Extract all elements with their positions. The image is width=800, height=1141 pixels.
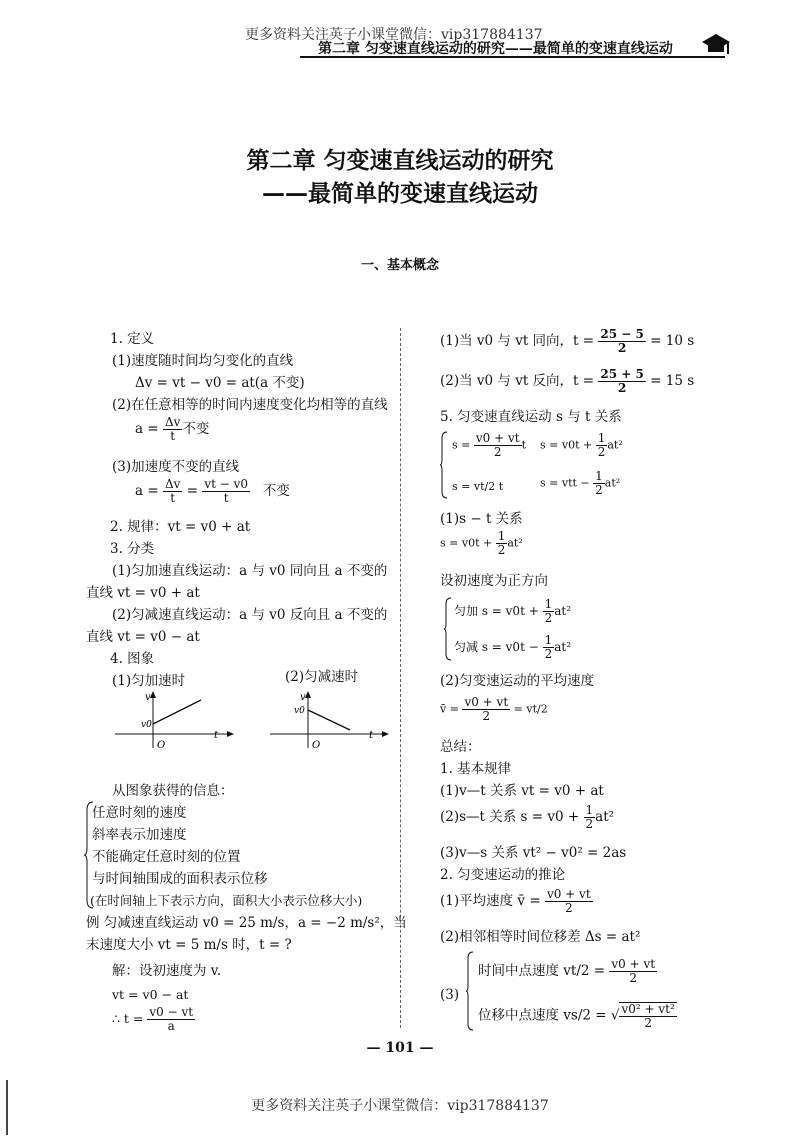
vt-graph-decelerating xyxy=(270,690,390,750)
vs-relation: (3)v—s 关系 vt² − v0² = 2as xyxy=(440,845,627,861)
def-formula-2: a = $\frac{\Delta v}{t}$ 不变 xyxy=(135,415,210,443)
law-line: 2. 规律：vt = v0 + at xyxy=(110,519,251,535)
footer-ad-text: 更多资料关注英子小课堂微信：vip317884137 xyxy=(251,1098,549,1114)
st-formula-5: s = v0t + $\frac{1}{2}$ at² xyxy=(440,529,523,557)
answer-same-direction: (1)当 v0 与 vt 同向，t = $\frac{25 - 5}{2}$ = 10 s xyxy=(440,327,695,355)
section-heading: 一、基本概念 xyxy=(360,258,439,273)
header-rule xyxy=(300,56,725,58)
avg-velocity-formula: v̄ = $\frac{v0 + vt}{2}$ = vt/2 xyxy=(440,695,548,723)
page-title-line2: ——最简单的变速直线运动 xyxy=(262,181,538,207)
example-line-2: 末速度大小 vt = 5 m/s 时，t = ? xyxy=(86,937,292,953)
class-2-formula: 直线 vt = v0 − at xyxy=(86,629,200,645)
st-formula-4: s = vtt − $\frac{1}{2}$ at² xyxy=(540,469,621,497)
summary-heading: 总结： xyxy=(440,739,481,755)
origin-label: O xyxy=(312,740,321,750)
page-title-line1: 第二章 匀变速直线运动的研究 xyxy=(246,148,554,174)
definition-heading: 1. 定义 xyxy=(110,331,155,347)
brace-midpoint xyxy=(466,950,474,1032)
axis-label-v: v xyxy=(145,692,151,703)
answer-opposite-direction: (2)当 v0 与 vt 反向，t = $\frac{25 + 5}{2}$ = 15 s xyxy=(440,367,695,395)
brace-accel-decel xyxy=(444,596,452,662)
vt-relation: (1)v—t 关系 vt = v0 + at xyxy=(440,783,604,799)
header-chapter-title: 第二章 匀变速直线运动的研究——最简单的变速直线运动 xyxy=(318,41,673,57)
info-item: 不能确定任意时刻的位置 xyxy=(92,849,241,865)
displacement-midpoint-velocity: 位移中点速度 vs/2 = √ $\frac{\text{v0² + vt²}}{2}$ xyxy=(478,1002,675,1030)
info-item: 与时间轴围成的面积表示位移 xyxy=(92,871,268,887)
graduation-cap-icon xyxy=(700,30,732,58)
basic-laws-heading: 1. 基本规律 xyxy=(440,761,512,777)
accel-formula: 匀加 s = v0t + $\frac{1}{2}$ at² xyxy=(454,597,572,625)
axis-label-t: t xyxy=(369,730,374,741)
def-line-3: (3)加速度不变的直线 xyxy=(112,459,240,475)
time-midpoint-velocity: 时间中点速度 vt/2 = $\frac{v0 + vt}{2}$ xyxy=(478,957,656,985)
graph-info-heading: 从图象获得的信息： xyxy=(112,783,234,799)
avg-velocity-heading: (2)匀变速运动的平均速度 xyxy=(440,673,595,689)
classification-heading: 3. 分类 xyxy=(110,541,155,557)
info-item: 斜率表示加速度 xyxy=(92,827,187,843)
decel-formula: 匀减 s = v0t − $\frac{1}{2}$ at² xyxy=(454,633,572,661)
st-relation-heading: 5. 匀变速直线运动 s 与 t 关系 xyxy=(440,409,622,425)
corollary-3-label: (3) xyxy=(440,987,460,1003)
axis-label-t: t xyxy=(214,730,219,741)
st-subheading: (1)s − t 关系 xyxy=(440,511,523,527)
graph-caption-decel: (2)匀减速时 xyxy=(285,669,359,685)
axis-label-v: v xyxy=(300,692,306,703)
class-1-formula: 直线 vt = v0 + at xyxy=(86,585,200,601)
def-formula-3: a = $\frac{\Delta v}{t}$ = $\frac{vt - v0}{t}$ 不变 xyxy=(135,477,290,505)
class-1: (1)匀加速直线运动：a 与 v0 同向且 a 不变的 xyxy=(112,563,388,579)
def-formula-1: Δv = vt − v0 = at(a 不变) xyxy=(135,375,305,391)
info-item: (在时间轴上下表示方向，面积大小表示位移大小) xyxy=(90,893,363,908)
corollary-displacement-diff: (2)相邻相等时间位移差 Δs = at² xyxy=(440,929,641,945)
solution-line-3: ∴ t = $\frac{v0 - vt}{a}$ xyxy=(112,1005,194,1033)
def-line-1: (1)速度随时间均匀变化的直线 xyxy=(112,353,294,369)
solution-line-2: vt = v0 − at xyxy=(112,987,189,1002)
solution-line-1: 解：设初速度为 v. xyxy=(112,963,222,979)
axis-label-v0: v0 xyxy=(141,720,152,730)
origin-label: O xyxy=(157,740,166,750)
positive-direction-note: 设初速度为正方向 xyxy=(440,573,548,589)
axis-label-v0: v0 xyxy=(294,706,305,716)
info-item: 任意时刻的速度 xyxy=(92,805,187,821)
scan-margin-mark xyxy=(6,1080,8,1135)
page-number: — 101 — xyxy=(366,1040,434,1056)
def-line-2: (2)在任意相等的时间内速度变化均相等的直线 xyxy=(112,397,388,413)
corollary-avg-velocity: (1)平均速度 v̄ = $\frac{v0 + vt}{2}$ xyxy=(440,887,591,915)
st-formula-1: s = $\frac{v0 + vt}{2}$ t xyxy=(452,431,526,459)
st-relation: (2)s—t 关系 s = v0 + $\frac{1}{2}$ at² xyxy=(440,803,615,831)
vt-graph-accelerating xyxy=(115,690,235,750)
graph-caption-accel: (1)匀加速时 xyxy=(112,673,186,689)
example-line-1: 例 匀减速直线运动 v0 = 25 m/s，a = −2 m/s²，当 xyxy=(86,915,407,931)
st-formula-2: s = v0t + $\frac{1}{2}$ at² xyxy=(540,431,623,459)
brace-st xyxy=(440,430,448,500)
class-2: (2)匀减速直线运动：a 与 v0 反向且 a 不变的 xyxy=(112,607,388,623)
st-formula-3: s = vt/2 t xyxy=(452,480,504,493)
header-ad-text: 更多资料关注英子小课堂微信：vip317884137 xyxy=(245,27,543,43)
graph-heading: 4. 图象 xyxy=(110,651,155,667)
corollaries-heading: 2. 匀变速运动的推论 xyxy=(440,867,566,883)
